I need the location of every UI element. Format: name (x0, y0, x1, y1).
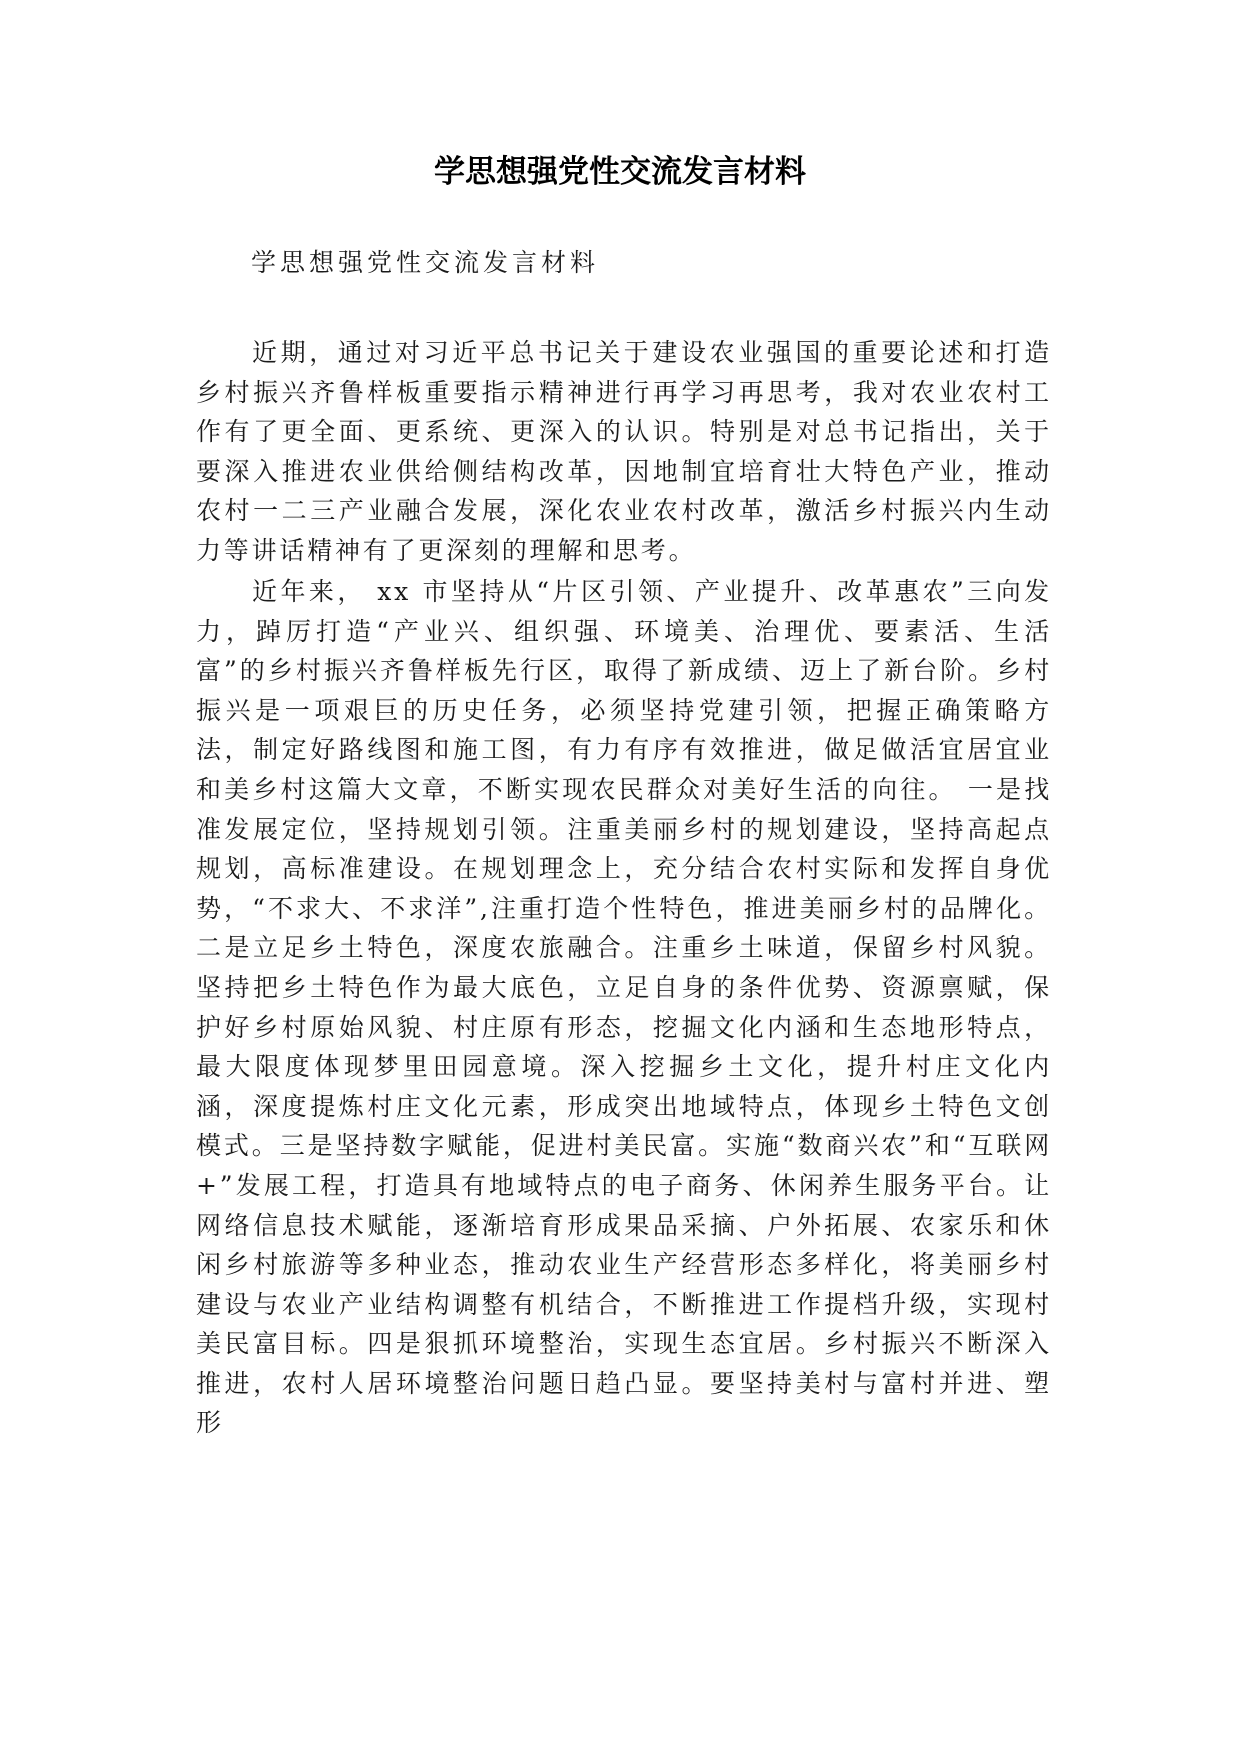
document-title: 学思想强党性交流发言材料 (434, 154, 806, 190)
body-paragraph-1: 近期，通过对习近平总书记关于建设农业强国的重要论述和打造乡村振兴齐鲁样板重要指示精神进行再学习再思考，我对农业农村工作有了更全面、更系统、更深入的认识。特别是对总书记指出，关于要深入推进农业供给侧结构改革，因地制宜培育壮大特色产业，推动农村一二三产业融合发展，深化农业农村改革，激活乡村振兴内生动力等讲话精神有了更深刻的理解和思考。 (196, 338, 1052, 565)
document-subtitle: 学思想强党性交流发言材料 (251, 248, 600, 277)
body-paragraph-2: 近年来， xx 市坚持从“片区引领、产业提升、改革惠农”三向发力，踔厉打造“产业兴、组织强、环境美、治理优、要素活、生活富”的乡村振兴齐鲁样板先行区，取得了新成绩、迈上了新台阶。乡村振兴是一项艰巨的历史任务，必须坚持党建引领，把握正确策略方法，制定好路线图和施工图，有力有序有效推进，做足做活宜居宜业和美乡村这篇大文章，不断实现农民群众对美好生活的向往。 一是找准发展定位，坚持规划引领。注重美丽乡村的规划建设，坚持高起点规划，高标准建设。在规划理念上，充分结合农村实际和发挥自身优势，“不求大、不求洋”,注重打造个性特色，推进美丽乡村的品牌化。二是立足乡土特色，深度农旅融合。注重乡土味道，保留乡村风貌。坚持把乡土特色作为最大底色，立足自身的条件优势、资源禀赋，保护好乡村原始风貌、村庄原有形态，挖掘文化内涵和生态地形特点，最大限度体现梦里田园意境。深入挖掘乡土文化，提升村庄文化内涵，深度提炼村庄文化元素，形成突出地域特点，体现乡土特色文创模式。三是坚持数字赋能，促进村美民富。实施“数商兴农”和“互联网+”发展工程，打造具有地域特点的电子商务、休闲养生服务平台。让网络信息技术赋能，逐渐培育形成果品采摘、户外拓展、农家乐和休闲乡村旅游等多种业态，推动农业生产经营形态多样化，将美丽乡村建设与农业产业结构调整有机结合，不断推进工作提档升级，实现村美民富目标。四是狠抓环境整治，实现生态宜居。乡村振兴不断深入推进，农村人居环境整治问题日趋凸显。要坚持美村与富村并进、塑形 (196, 577, 1052, 1438)
